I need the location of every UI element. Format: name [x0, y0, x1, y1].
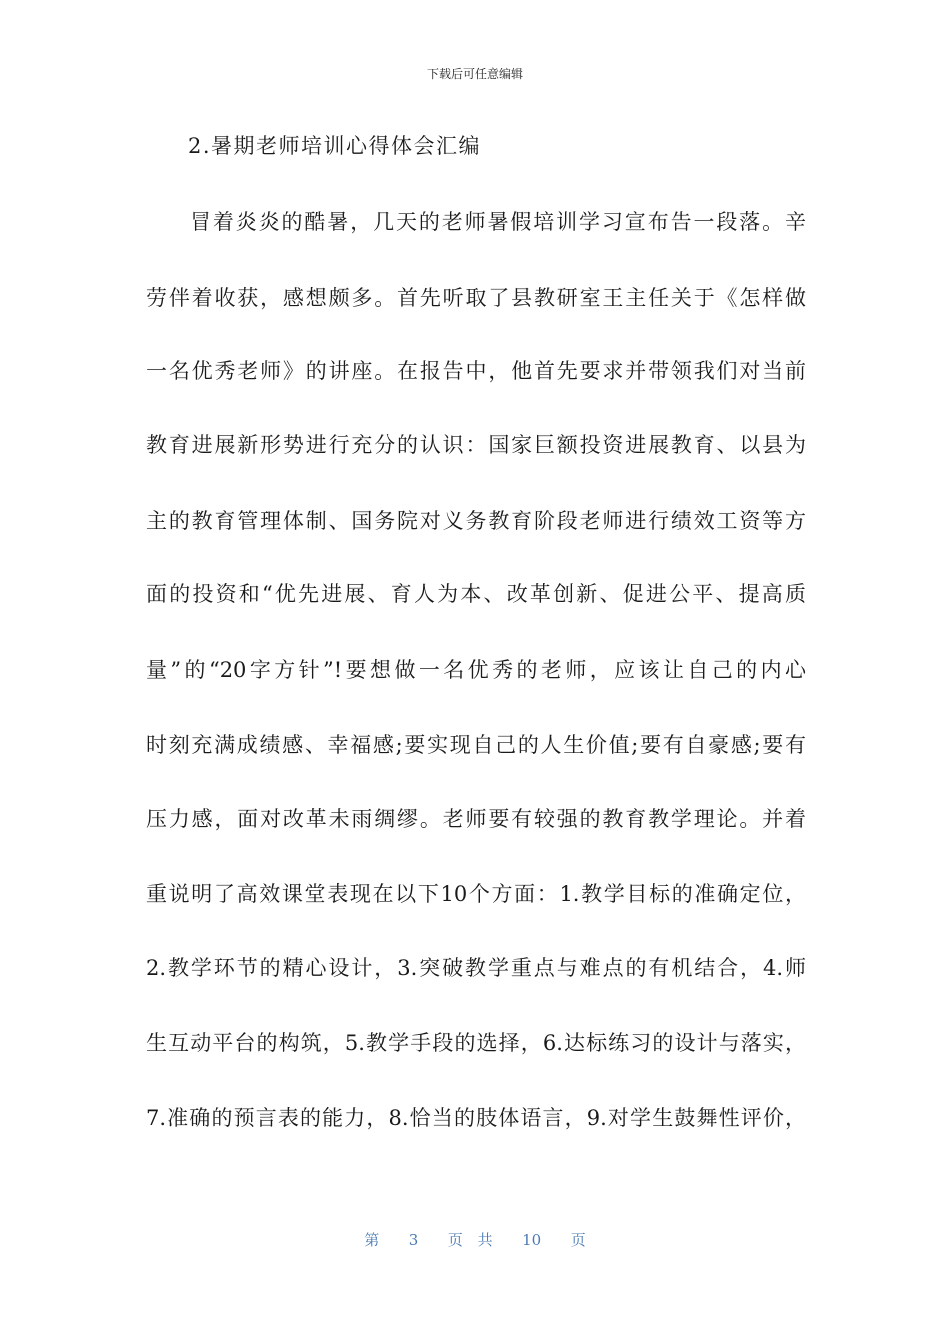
page-number-footer — [0, 1230, 950, 1250]
paragraph-line: 时刻充满成绩感、幸福感;要实现自己的人生价值;要有自豪感;要有 — [146, 733, 806, 757]
paragraph-line: 量”的“20字方针”!要想做一名优秀的老师，应该让自己的内心 — [146, 658, 806, 682]
paragraph-line: 7.准确的预言表的能力，8.恰当的肢体语言，9.对学生鼓舞性评价， — [146, 1106, 806, 1130]
paragraph-line: 一名优秀老师》的讲座。在报告中，他首先要求并带领我们对当前 — [146, 359, 806, 383]
section-title: 2.暑期老师培训心得体会汇编 — [188, 134, 482, 158]
paragraph-line: 2.教学环节的精心设计，3.突破教学重点与难点的有机结合，4.师 — [146, 956, 806, 980]
paragraph-line: 劳伴着收获，感想颇多。首先听取了县教研室王主任关于《怎样做 — [146, 286, 806, 310]
paragraph-line: 冒着炎炎的酷暑，几天的老师暑假培训学习宣布告一段落。辛 — [190, 210, 806, 234]
paragraph-line: 面的投资和“优先进展、育人为本、改革创新、促进公平、提高质 — [146, 582, 806, 606]
paragraph-line: 压力感，面对改革未雨绸缪。老师要有较强的教育教学理论。并着 — [146, 807, 806, 831]
paragraph-line: 生互动平台的构筑，5.教学手段的选择，6.达标练习的设计与落实， — [146, 1031, 806, 1055]
page-header: 下载后可任意编辑 — [426, 67, 523, 81]
paragraph-line: 教育进展新形势进行充分的认识：国家巨额投资进展教育、以县为 — [146, 433, 806, 457]
paragraph-line: 主的教育管理体制、国务院对义务教育阶段老师进行绩效工资等方 — [146, 509, 806, 533]
page-number-text: 第 3 页 共 10 页 — [364, 1231, 586, 1249]
paragraph-line: 重说明了高效课堂表现在以下10个方面：1.教学目标的准确定位， — [146, 882, 806, 906]
